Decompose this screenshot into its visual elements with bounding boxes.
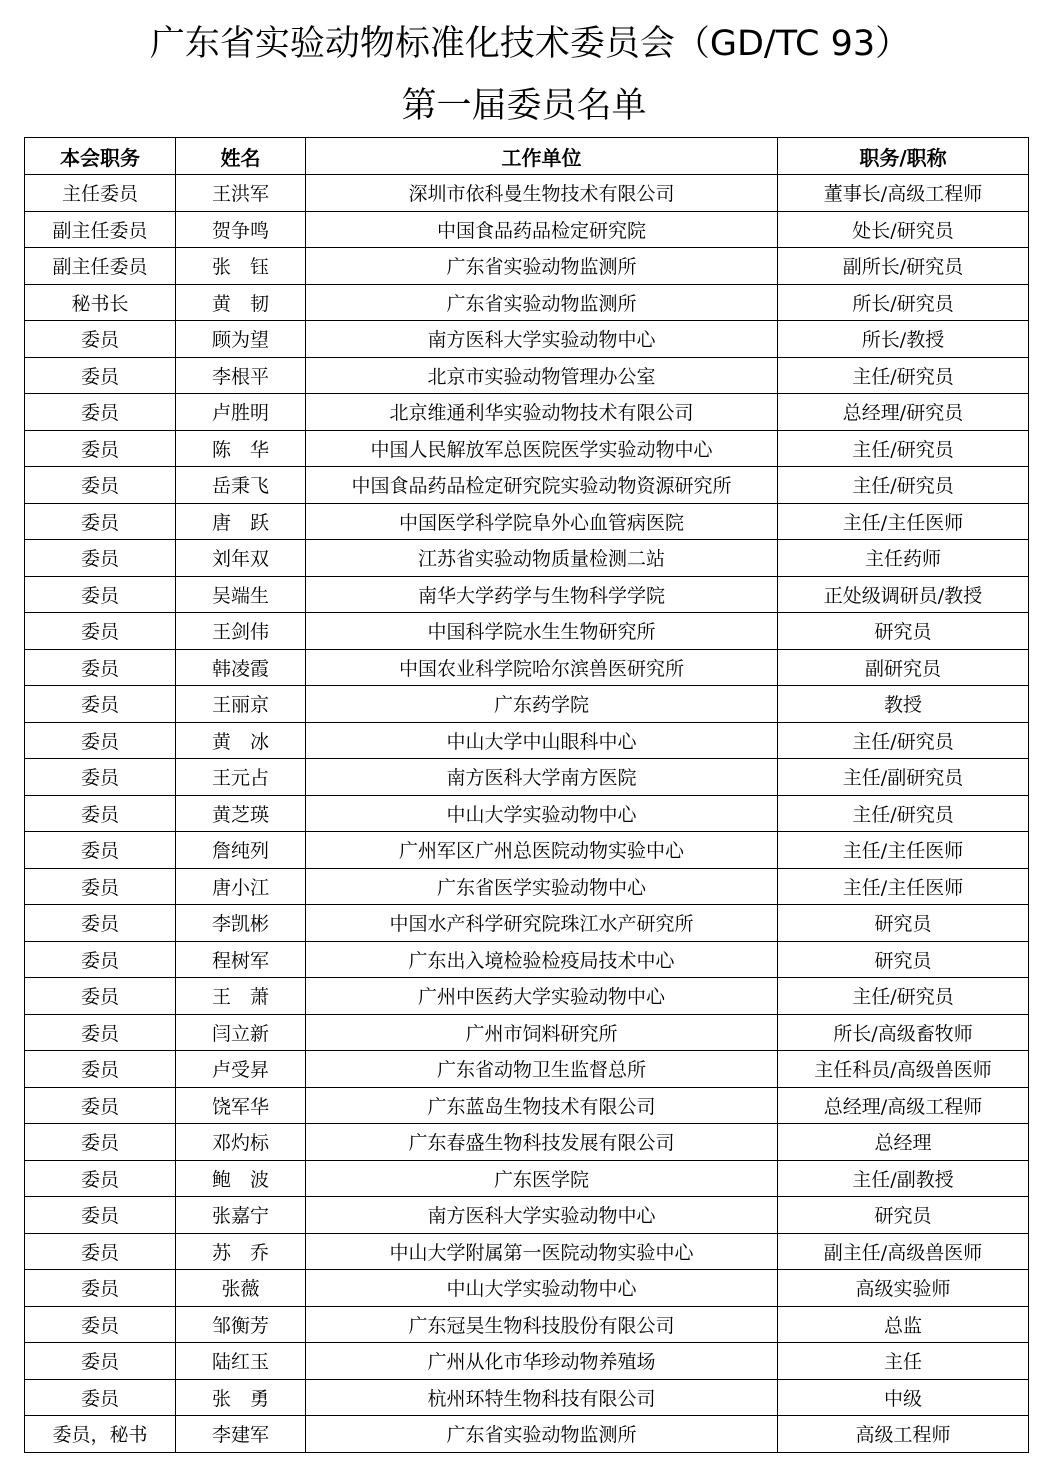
cell-organization: 广东省实验动物监测所: [306, 248, 778, 285]
cell-organization: 广州中医药大学实验动物中心: [306, 978, 778, 1015]
cell-position: 所长/研究员: [778, 284, 1029, 321]
cell-name: 陈 华: [176, 430, 306, 467]
cell-role: 委员: [25, 540, 176, 577]
cell-name: 刘年双: [176, 540, 306, 577]
cell-organization: 北京市实验动物管理办公室: [306, 357, 778, 394]
cell-organization: 广东省实验动物监测所: [306, 284, 778, 321]
cell-position: 总经理: [778, 1124, 1029, 1161]
cell-name: 王洪军: [176, 175, 306, 212]
table-row: [25, 649, 1029, 686]
cell-name: 卢胜明: [176, 394, 306, 431]
cell-role: 委员: [25, 1160, 176, 1197]
cell-name: 饶军华: [176, 1087, 306, 1124]
cell-role: 委员: [25, 1233, 176, 1270]
table-row: [25, 467, 1029, 504]
cell-role: 委员: [25, 503, 176, 540]
cell-role: 秘书长: [25, 284, 176, 321]
cell-position: 副研究员: [778, 649, 1029, 686]
cell-role: 委员: [25, 722, 176, 759]
cell-position: 主任/副研究员: [778, 759, 1029, 796]
cell-position: 主任/研究员: [778, 722, 1029, 759]
cell-position: 主任/主任医师: [778, 868, 1029, 905]
table-row: [25, 211, 1029, 248]
cell-position: 主任: [778, 1343, 1029, 1380]
table-row: [25, 248, 1029, 285]
cell-name: 贺争鸣: [176, 211, 306, 248]
cell-position: 主任/主任医师: [778, 503, 1029, 540]
cell-organization: 中国农业科学院哈尔滨兽医研究所: [306, 649, 778, 686]
cell-position: 研究员: [778, 905, 1029, 942]
table-row: [25, 722, 1029, 759]
table-row: [25, 941, 1029, 978]
cell-name: 王丽京: [176, 686, 306, 723]
table-row: [25, 905, 1029, 942]
table-row: [25, 613, 1029, 650]
table-row: [25, 357, 1029, 394]
cell-name: 王 萧: [176, 978, 306, 1015]
cell-name: 卢受昇: [176, 1051, 306, 1088]
cell-name: 程树军: [176, 941, 306, 978]
cell-role: 委员: [25, 978, 176, 1015]
header-role: 本会职务: [25, 138, 176, 175]
table-row: [25, 1343, 1029, 1380]
cell-name: 邹衡芳: [176, 1306, 306, 1343]
cell-organization: 广东药学院: [306, 686, 778, 723]
cell-organization: 中山大学中山眼科中心: [306, 722, 778, 759]
cell-organization: 广东春盛生物科技发展有限公司: [306, 1124, 778, 1161]
table-row: [25, 978, 1029, 1015]
cell-role: 委员: [25, 1087, 176, 1124]
cell-position: 研究员: [778, 1197, 1029, 1234]
cell-name: 王元占: [176, 759, 306, 796]
table-header-row: [25, 138, 1029, 175]
cell-position: 总监: [778, 1306, 1029, 1343]
table-row: [25, 868, 1029, 905]
cell-position: 主任/主任医师: [778, 832, 1029, 869]
cell-organization: 广东省医学实验动物中心: [306, 868, 778, 905]
cell-role: 委员: [25, 759, 176, 796]
cell-position: 中级: [778, 1379, 1029, 1416]
cell-name: 岳秉飞: [176, 467, 306, 504]
cell-role: 委员: [25, 394, 176, 431]
cell-name: 韩凌霞: [176, 649, 306, 686]
cell-position: 副所长/研究员: [778, 248, 1029, 285]
cell-organization: 中国水产科学研究院珠江水产研究所: [306, 905, 778, 942]
cell-name: 顾为望: [176, 321, 306, 358]
cell-organization: 中国医学科学院阜外心血管病医院: [306, 503, 778, 540]
cell-organization: 中国食品药品检定研究院实验动物资源研究所: [306, 467, 778, 504]
cell-name: 鲍 波: [176, 1160, 306, 1197]
cell-name: 邓灼标: [176, 1124, 306, 1161]
cell-role: 委员: [25, 795, 176, 832]
table-row: [25, 1014, 1029, 1051]
cell-role: 委员: [25, 868, 176, 905]
cell-name: 李凯彬: [176, 905, 306, 942]
cell-name: 吴端生: [176, 576, 306, 613]
cell-role: 委员: [25, 576, 176, 613]
cell-role: 委员: [25, 941, 176, 978]
cell-role: 委员: [25, 321, 176, 358]
cell-name: 张 勇: [176, 1379, 306, 1416]
cell-position: 研究员: [778, 613, 1029, 650]
cell-position: 主任科员/高级兽医师: [778, 1051, 1029, 1088]
cell-organization: 广东冠昊生物科技股份有限公司: [306, 1306, 778, 1343]
cell-role: 委员: [25, 832, 176, 869]
cell-position: 高级实验师: [778, 1270, 1029, 1307]
cell-organization: 杭州环特生物科技有限公司: [306, 1379, 778, 1416]
table-row: [25, 1197, 1029, 1234]
cell-role: 委员: [25, 1306, 176, 1343]
cell-organization: 广州军区广州总医院动物实验中心: [306, 832, 778, 869]
cell-name: 唐小江: [176, 868, 306, 905]
table-row: [25, 759, 1029, 796]
cell-role: 委员: [25, 613, 176, 650]
table-row: [25, 1233, 1029, 1270]
cell-role: 委员: [25, 1051, 176, 1088]
cell-organization: 南华大学药学与生物科学学院: [306, 576, 778, 613]
cell-organization: 中山大学实验动物中心: [306, 795, 778, 832]
cell-name: 黄 韧: [176, 284, 306, 321]
table-row: [25, 503, 1029, 540]
cell-name: 黄芝瑛: [176, 795, 306, 832]
table-row: [25, 540, 1029, 577]
table-row: [25, 686, 1029, 723]
cell-role: 委员: [25, 1379, 176, 1416]
cell-role: 委员: [25, 1124, 176, 1161]
cell-position: 主任药师: [778, 540, 1029, 577]
table-row: [25, 394, 1029, 431]
table-row: [25, 1416, 1029, 1453]
cell-position: 研究员: [778, 941, 1029, 978]
cell-organization: 中山大学附属第一医院动物实验中心: [306, 1233, 778, 1270]
cell-position: 所长/高级畜牧师: [778, 1014, 1029, 1051]
cell-organization: 广东蓝岛生物技术有限公司: [306, 1087, 778, 1124]
cell-role: 副主任委员: [25, 211, 176, 248]
table-row: [25, 430, 1029, 467]
cell-name: 张 钰: [176, 248, 306, 285]
cell-role: 副主任委员: [25, 248, 176, 285]
cell-organization: 中国科学院水生生物研究所: [306, 613, 778, 650]
cell-organization: 中国人民解放军总医院医学实验动物中心: [306, 430, 778, 467]
cell-organization: 南方医科大学实验动物中心: [306, 321, 778, 358]
cell-position: 主任/研究员: [778, 430, 1029, 467]
cell-name: 苏 乔: [176, 1233, 306, 1270]
cell-position: 处长/研究员: [778, 211, 1029, 248]
cell-role: 委员: [25, 649, 176, 686]
cell-position: 总经理/高级工程师: [778, 1087, 1029, 1124]
cell-organization: 中山大学实验动物中心: [306, 1270, 778, 1307]
cell-position: 主任/研究员: [778, 467, 1029, 504]
cell-organization: 南方医科大学实验动物中心: [306, 1197, 778, 1234]
table-row: [25, 832, 1029, 869]
cell-role: 委员: [25, 1343, 176, 1380]
cell-role: 委员: [25, 1197, 176, 1234]
cell-organization: 广东医学院: [306, 1160, 778, 1197]
document-title: 广东省实验动物标准化技术委员会（GD/TC 93）: [149, 24, 911, 64]
cell-role: 委员: [25, 430, 176, 467]
cell-name: 黄 冰: [176, 722, 306, 759]
cell-role: 委员，秘书: [25, 1416, 176, 1453]
cell-name: 王剑伟: [176, 613, 306, 650]
cell-name: 张薇: [176, 1270, 306, 1307]
table-row: [25, 1087, 1029, 1124]
cell-role: 委员: [25, 357, 176, 394]
cell-position: 主任/研究员: [778, 795, 1029, 832]
table-row: [25, 1306, 1029, 1343]
table-row: [25, 795, 1029, 832]
cell-position: 主任/研究员: [778, 978, 1029, 1015]
header-name: 姓名: [176, 138, 306, 175]
cell-name: 李根平: [176, 357, 306, 394]
table-body: [25, 175, 1029, 1453]
cell-position: 正处级调研员/教授: [778, 576, 1029, 613]
cell-name: 李建军: [176, 1416, 306, 1453]
cell-position: 董事长/高级工程师: [778, 175, 1029, 212]
table-row: [25, 1379, 1029, 1416]
cell-role: 委员: [25, 686, 176, 723]
cell-organization: 广州从化市华珍动物养殖场: [306, 1343, 778, 1380]
cell-position: 主任/副教授: [778, 1160, 1029, 1197]
cell-name: 詹纯列: [176, 832, 306, 869]
table-row: [25, 1124, 1029, 1161]
document-subtitle: 第一届委员名单: [401, 86, 647, 126]
cell-role: 委员: [25, 1270, 176, 1307]
table-row: [25, 1160, 1029, 1197]
table-row: [25, 284, 1029, 321]
cell-organization: 广东出入境检验检疫局技术中心: [306, 941, 778, 978]
cell-organization: 广东省实验动物监测所: [306, 1416, 778, 1453]
cell-position: 所长/教授: [778, 321, 1029, 358]
cell-name: 张嘉宁: [176, 1197, 306, 1234]
table-row: [25, 1270, 1029, 1307]
header-organization: 工作单位: [306, 138, 778, 175]
cell-role: 委员: [25, 1014, 176, 1051]
cell-name: 唐 跃: [176, 503, 306, 540]
cell-position: 总经理/研究员: [778, 394, 1029, 431]
header-position: 职务/职称: [778, 138, 1029, 175]
member-table: [24, 137, 1029, 1453]
table-row: [25, 576, 1029, 613]
cell-position: 主任/研究员: [778, 357, 1029, 394]
cell-organization: 江苏省实验动物质量检测二站: [306, 540, 778, 577]
cell-position: 副主任/高级兽医师: [778, 1233, 1029, 1270]
cell-name: 闫立新: [176, 1014, 306, 1051]
cell-organization: 北京维通利华实验动物技术有限公司: [306, 394, 778, 431]
table-row: [25, 1051, 1029, 1088]
cell-role: 主任委员: [25, 175, 176, 212]
cell-role: 委员: [25, 905, 176, 942]
cell-role: 委员: [25, 467, 176, 504]
cell-organization: 中国食品药品检定研究院: [306, 211, 778, 248]
table-row: [25, 321, 1029, 358]
cell-position: 高级工程师: [778, 1416, 1029, 1453]
table-row: [25, 175, 1029, 212]
cell-position: 教授: [778, 686, 1029, 723]
cell-organization: 广州市饲料研究所: [306, 1014, 778, 1051]
cell-organization: 深圳市依科曼生物技术有限公司: [306, 175, 778, 212]
cell-organization: 广东省动物卫生监督总所: [306, 1051, 778, 1088]
cell-organization: 南方医科大学南方医院: [306, 759, 778, 796]
cell-name: 陆红玉: [176, 1343, 306, 1380]
